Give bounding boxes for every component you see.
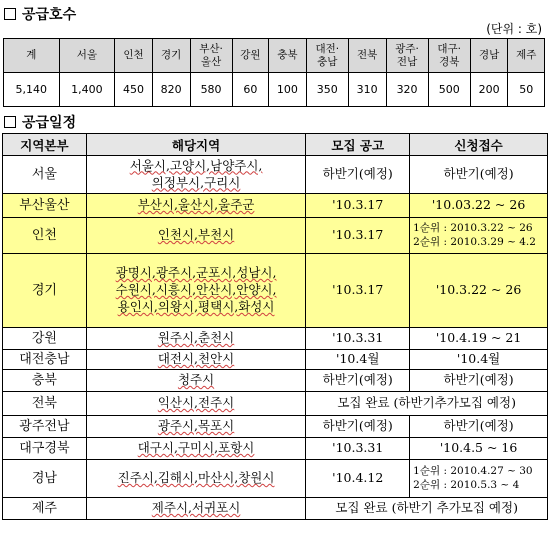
header-region: 지역본부	[3, 134, 87, 156]
areas-cell: 인천시,부천시	[86, 218, 305, 254]
region-cell: 강원	[3, 328, 87, 350]
areas-cell: 대구시,구미시,포항시	[86, 438, 305, 460]
region-cell: 전북	[3, 392, 87, 416]
count-header-cell: 광주· 전남	[386, 39, 428, 73]
areas-cell: 광명시,광주시,군포시,성남시, 수원시,시흥시,안산시,안양시, 용인시,의왕시,평택시,화성시	[86, 254, 305, 328]
apply-cell: 하반기(예정)	[410, 416, 548, 438]
count-value-cell: 200	[470, 73, 508, 107]
apply-cell: 1순위 : 2010.3.22 ~ 26 2순위 : 2010.3.29 ~ 4.2	[410, 218, 548, 254]
status-cell: 모집 완료 (하반기 추가모집 예정)	[306, 498, 548, 520]
areas-cell: 익산시,전주시	[86, 392, 305, 416]
supply-count-table	[3, 38, 545, 107]
region-cell: 광주전남	[3, 416, 87, 438]
count-value-cell: 60	[232, 73, 268, 107]
areas-cell: 제주시,서귀포시	[86, 498, 305, 520]
apply-cell: '10.03.22 ~ 26	[410, 194, 548, 218]
areas-cell: 청주시	[86, 370, 305, 392]
count-header-cell: 계	[4, 39, 60, 73]
table-row	[3, 156, 548, 194]
table-row	[3, 218, 548, 254]
table-row	[4, 73, 545, 107]
region-cell: 충북	[3, 370, 87, 392]
apply-cell: '10.4월	[410, 350, 548, 370]
count-header-cell: 경기	[152, 39, 190, 73]
table-row	[3, 254, 548, 328]
areas-cell: 부산시,울산시,울주군	[86, 194, 305, 218]
table-row	[3, 328, 548, 350]
section-title-supply-count	[4, 4, 76, 24]
section-title-text: 공급호수	[22, 7, 77, 23]
count-header-cell: 제주	[508, 39, 545, 73]
section-title-schedule	[4, 112, 76, 132]
region-cell: 경남	[3, 460, 87, 498]
table-row	[3, 416, 548, 438]
count-value-cell: 5,140	[4, 73, 60, 107]
table-header-row	[4, 39, 545, 73]
count-value-cell: 580	[190, 73, 232, 107]
apply-cell: '10.4.5 ~ 16	[410, 438, 548, 460]
apply-cell: 하반기(예정)	[410, 156, 548, 194]
table-row	[3, 370, 548, 392]
notice-cell: '10.3.17	[306, 194, 410, 218]
notice-cell: 하반기(예정)	[306, 156, 410, 194]
checkbox-square-icon	[4, 116, 16, 128]
count-value-cell: 310	[348, 73, 386, 107]
count-value-cell: 100	[269, 73, 307, 107]
count-value-cell: 820	[152, 73, 190, 107]
count-value-cell: 350	[306, 73, 348, 107]
notice-cell: '10.4.12	[306, 460, 410, 498]
region-cell: 대구경북	[3, 438, 87, 460]
table-row	[3, 194, 548, 218]
checkbox-square-icon	[4, 8, 16, 20]
region-cell: 인천	[3, 218, 87, 254]
count-header-cell: 대구· 경북	[428, 39, 470, 73]
region-cell: 경기	[3, 254, 87, 328]
notice-cell: '10.3.17	[306, 254, 410, 328]
region-cell: 대전충남	[3, 350, 87, 370]
areas-cell: 진주시,김해시,마산시,창원시	[86, 460, 305, 498]
apply-cell: 하반기(예정)	[410, 370, 548, 392]
notice-cell: '10.3.31	[306, 438, 410, 460]
count-header-cell: 인천	[115, 39, 153, 73]
count-header-cell: 대전· 충남	[306, 39, 348, 73]
count-header-cell: 부산· 울산	[190, 39, 232, 73]
apply-cell: '10.3.22 ~ 26	[410, 254, 548, 328]
count-header-cell: 전북	[348, 39, 386, 73]
table-row	[3, 392, 548, 416]
table-header-row	[3, 134, 548, 156]
count-header-cell: 강원	[232, 39, 268, 73]
notice-cell: '10.3.31	[306, 328, 410, 350]
count-header-cell: 충북	[269, 39, 307, 73]
count-value-cell: 500	[428, 73, 470, 107]
count-value-cell: 1,400	[59, 73, 115, 107]
areas-cell: 원주시,춘천시	[86, 328, 305, 350]
region-cell: 부산울산	[3, 194, 87, 218]
notice-cell: 하반기(예정)	[306, 370, 410, 392]
section-title-text: 공급일정	[22, 115, 77, 131]
count-value-cell: 50	[508, 73, 545, 107]
count-value-cell: 450	[115, 73, 153, 107]
table-row	[3, 350, 548, 370]
header-apply: 신청접수	[410, 134, 548, 156]
areas-cell: 서울시,고양시,남양주시, 의정부시,구리시	[86, 156, 305, 194]
header-notice: 모집 공고	[306, 134, 410, 156]
notice-cell: '10.3.17	[306, 218, 410, 254]
status-cell: 모집 완료 (하반기추가모집 예정)	[306, 392, 548, 416]
header-areas: 해당지역	[86, 134, 305, 156]
areas-cell: 대전시,천안시	[86, 350, 305, 370]
unit-label: (단위 : 호)	[486, 22, 542, 36]
areas-cell: 광주시,목포시	[86, 416, 305, 438]
apply-cell: '10.4.19 ~ 21	[410, 328, 548, 350]
apply-cell: 1순위 : 2010.4.27 ~ 30 2순위 : 2010.5.3 ~ 4	[410, 460, 548, 498]
count-value-cell: 320	[386, 73, 428, 107]
table-row	[3, 460, 548, 498]
supply-schedule-table	[2, 133, 548, 520]
region-cell: 제주	[3, 498, 87, 520]
count-header-cell: 경남	[470, 39, 508, 73]
count-header-cell: 서울	[59, 39, 115, 73]
notice-cell: 하반기(예정)	[306, 416, 410, 438]
region-cell: 서울	[3, 156, 87, 194]
notice-cell: '10.4월	[306, 350, 410, 370]
table-row	[3, 498, 548, 520]
table-row	[3, 438, 548, 460]
